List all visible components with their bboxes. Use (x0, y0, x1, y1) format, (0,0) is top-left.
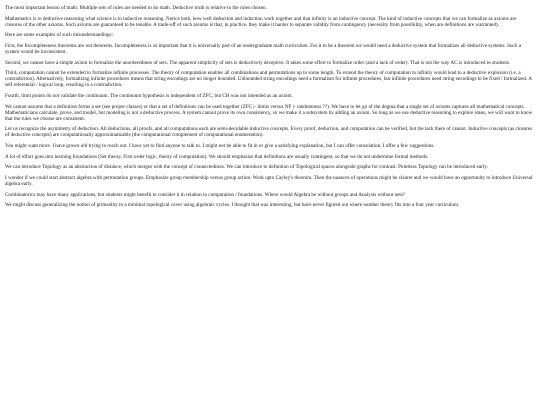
paragraph: Fourth, limit points do not validate the continuum. The continuum hypothesis is independent of ZFC, but CH was not intended as an axiom. (5, 93, 293, 100)
paragraph: Here are some examples of such misunderstandings: (5, 32, 113, 39)
paragraph: We cannot assume that a definition forms a set (see proper classes) or that a set of definitions can be used together (ZFC |- limits versus NF |- randomness ??). We have to let go of the dogma that a single set of axioms captures all mathematical concepts. Mathematicians calculate, prove, and model, but modeling is not a deductive process. A system cannot prove its own consistency, so we make it a subsystem by adding an axiom. So long as we use deductive reasoning to explore ideas, we will want to know that the rules we choose are consistent. (5, 103, 533, 122)
paragraph: The most important lesson of math: Multiple sets of rules are needed to do math. Deductive truth is relative to the rules chosen. (5, 5, 267, 11)
paragraph: I wonder if we could start abstract algebra with permutation groups. Emphasize group membership versus group action. Work upto Cayley's theorem. Then the nuances of operations might be clearer and we would have an opportunity to introduce Universal algebra early. (5, 175, 533, 188)
paragraph: First, the Incompleteness theorems are not theorems. Incompleteness is so important that it is universally part of an undergraduate math curriculum. For it to be a theorem we would need a deductive system that formalizes all deductive systems. Such a system would be inconsistent. (5, 42, 521, 56)
paragraph: You might want more. I have grown old trying to reach out. I have yet to find anyone to talk to. I might not be able to fit in or give a satisfying explanation, but I can offer consolation. I offer a few suggestions. (5, 143, 435, 150)
paragraph: We might discuss generalizing the notion of primeality to a minimal topological cover using algebraic cycles. I thought that was interesting, but have never figured out where number theory fits into a four year curriculum. (5, 202, 460, 209)
paragraph: A lot of effort goes into learning foundations (Set theory, First order logic, theory of computation). We should emphasize that definitions are usually contingent, so that we do not undermine formal methods. (5, 153, 429, 160)
paragraph: Combinatorics may have many applications, but students might benefit to consider it in relation to computation / foundations. Where would Algebra be without groups and Analysis without nets? (5, 191, 406, 198)
paragraph: Second, we cannot have a simple axiom to formalize the unorderedness of sets. The apparent simplicity of sets is deductively deceptive. It takes some effort to formalize order (and a lack of order). That is not the way AC is introduced to students. (5, 59, 511, 66)
paragraph: Third, computation cannot be extended to formalize infinite processes. The theory of computation enables all combinations and permutations up to some length. To extend the theory of computation to infinity would lead to a deductive explosion (i.e. a contradiction). Alternatively, formalizing infinite procedures means that string encodings are no longer bounded. Unbounded string encodings need a formalism for infinite procedures, but infinite procedures need string encodings to be fixed / formalized. A self referential / logical loop, resulting in a contradiction. (5, 70, 532, 89)
paragraph: Let us recognize the asymmetry of deduction. All deductions, all proofs, and all computations each are semi-decidable inductive concepts. Every proof, deduction, and computation can be verified, but the lack there of cannot. Inductive concepts (as closures of deductive concepts) are computationally approximatizable (the computational complement of computational enumeration). (5, 126, 533, 139)
paragraph: We can introduce Topology as an abstraction of distance, which merges with the concept of connectedness. We can introduce to definition of Topological spaces alongside graphs for contrast. Pointless Topology can be introduced early. (5, 164, 488, 171)
paragraph: Mathematics is to deductive reasoning what science is to inductive reasoning. Notice both, how well deduction and induction work together and that infinity is an inductive concept. The kind of inductive concepts that we can formalize as axioms are closures of the other axioms. Such axioms are guaranteed to be tenable. A trade-off of such axioms is that, in practice, they make it harder to separate validity from contingency (necessity from possibility, when are definitions are warranted). (5, 15, 517, 28)
